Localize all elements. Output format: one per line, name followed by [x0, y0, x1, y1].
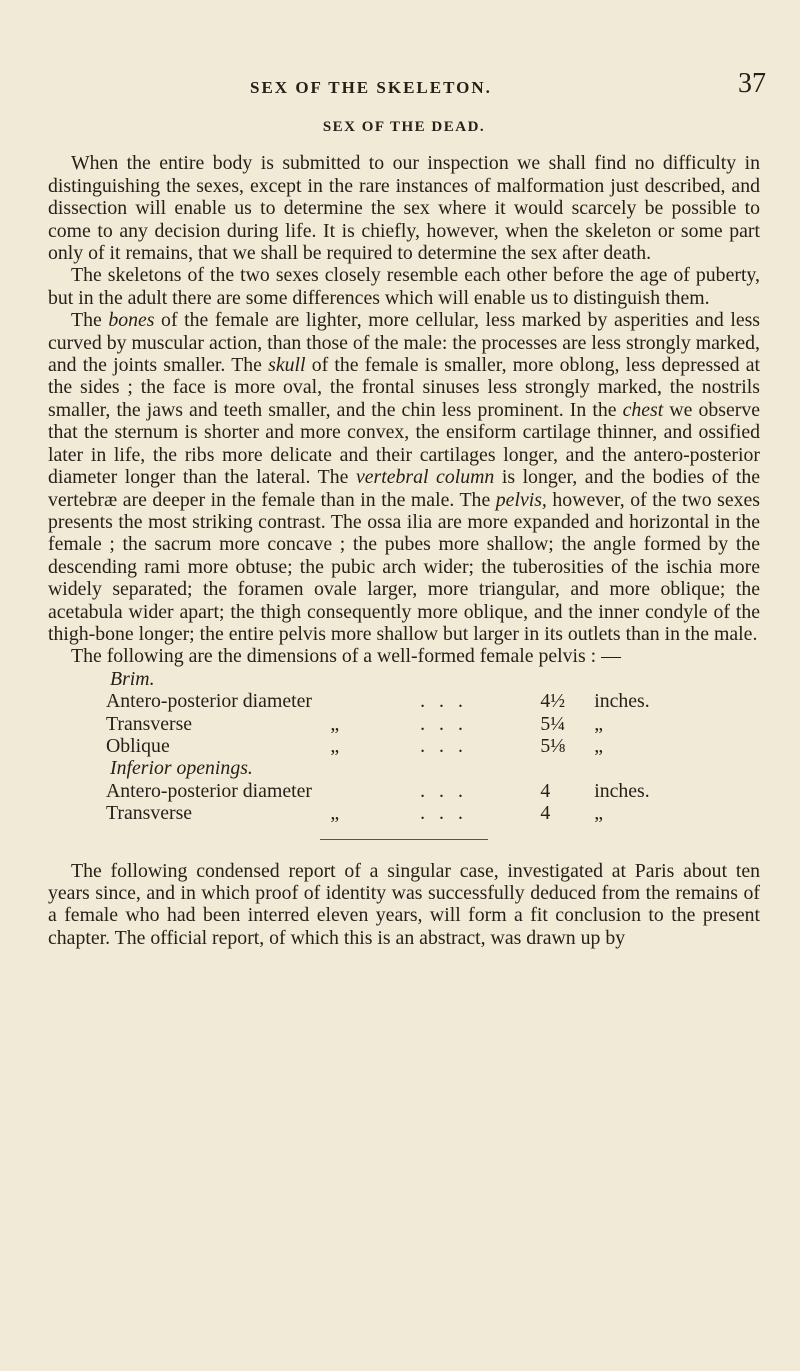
row-unit: „ [594, 712, 603, 735]
row-label: Transverse [106, 802, 193, 825]
section-heading: SEX OF THE DEAD. [322, 119, 486, 135]
table-row [106, 690, 666, 712]
row-dots: ... [420, 734, 477, 757]
p3-text-f: however, of the two sexes presents the most striking contrast. The ossa ilia are more expanded and horizontal in the female ; the sacrum more concave ; the pubes more shallow; the angle formed by the descending rami more obtuse; the pubic arch wider; the tuberosities of the ischia more widely separated; the foramen ovale larger, more triangular, and more oblique; the acetabula wider apart; the thigh consequently more oblique, and the inner condyle of the thigh-bone longer; the entire pelvis more shallow but larger in its outlets than in the male. [48, 488, 760, 645]
p3-text-a: The [71, 309, 109, 332]
p3-term-vertebral: vertebral column [355, 466, 495, 489]
p3-term-pelvis: pelvis, [495, 488, 547, 511]
row-unit: inches. [594, 690, 650, 713]
row-ditto: „ [330, 802, 340, 825]
p3-term-bones: bones [108, 309, 155, 332]
p3-text-b: of the female are lighter, more cellular, less marked by asperities and less curved by muscular action, than those of the male: the processes are less strongly marked, and the joints smaller. The [48, 309, 761, 377]
p3-term-skull: skull [268, 354, 306, 377]
row-dots: ... [420, 779, 477, 802]
row-dots: ... [420, 690, 477, 713]
paragraph-5: The following condensed report of a singular case, investigated at Paris about ten years since, and in which proof of identity was successfully deduced from the remains of a female who had been interred eleven years, will form a fit conclusion to the present chapter. The official report, of which this is an abstract, was drawn up by [48, 859, 760, 949]
pelvis-dimensions-table [106, 668, 666, 825]
row-dots: ... [420, 802, 477, 825]
row-label: Antero-posterior diameter [106, 690, 312, 713]
p3-term-chest: chest [622, 398, 664, 421]
row-ditto: „ [330, 712, 340, 735]
row-unit: „ [594, 734, 603, 757]
row-value: 4½ [540, 690, 566, 713]
paragraph-1: When the entire body is submitted to our inspection we shall find no difficulty in distinguishing the sexes, except in the rare instances of malformation just described, and dissection will enable us to determine the sex where it would scarcely be possible to come to any decision during life. It is chiefly, however, when the skeleton or some part only of it remains, that we shall be required to determine the sex after death. [48, 152, 760, 265]
row-unit: inches. [594, 779, 650, 802]
row-ditto [330, 690, 420, 712]
row-value: 5⅛ [540, 734, 566, 757]
p3-text-d: we observe that the sternum is shorter and more convex, the ensiform cartilage thinner, and ossified later in life, the ribs more delicate and their cartilages longer, and the antero-posterior diameter longer than the lateral. The [48, 398, 760, 489]
row-ditto: „ [330, 734, 340, 757]
table-row [106, 802, 666, 824]
divider-rule [320, 839, 488, 840]
brim-heading: Brim. [110, 667, 155, 690]
row-label: Antero-posterior diameter [106, 779, 312, 802]
row-value: 4 [540, 802, 551, 825]
row-label: Oblique [106, 734, 170, 757]
paragraph-2: The skeletons of the two sexes closely resemble each other before the age of puberty, but in the adult there are some differences which will enable us to distinguish them. [48, 264, 760, 309]
body-text [48, 116, 760, 949]
row-ditto [330, 780, 420, 802]
paragraph-4: The following are the dimensions of a well-formed female pelvis : — [71, 645, 621, 668]
running-head [0, 56, 800, 99]
table-row [106, 713, 666, 735]
row-unit: „ [594, 802, 603, 825]
paragraph-3 [48, 309, 760, 645]
row-value: 5¼ [540, 712, 566, 735]
table-row [106, 735, 666, 757]
row-label: Transverse [106, 712, 193, 735]
row-dots: ... [420, 712, 477, 735]
inferior-heading: Inferior openings. [110, 757, 253, 780]
row-value: 4 [540, 779, 551, 802]
table-row [106, 780, 666, 802]
p3-text-e: is longer, and the bodies of the vertebræ are deeper in the female than in the male. The [48, 466, 760, 511]
p3-text-c: of the female is smaller, more oblong, less depressed at the sides ; the face is more oval, the frontal sinuses less strongly marked, the nostrils smaller, the jaws and teeth smaller, and the chin less prominent. In the [48, 354, 760, 421]
page-number: 37 [738, 68, 766, 99]
running-head-title: SEX OF THE SKELETON. [250, 78, 492, 97]
